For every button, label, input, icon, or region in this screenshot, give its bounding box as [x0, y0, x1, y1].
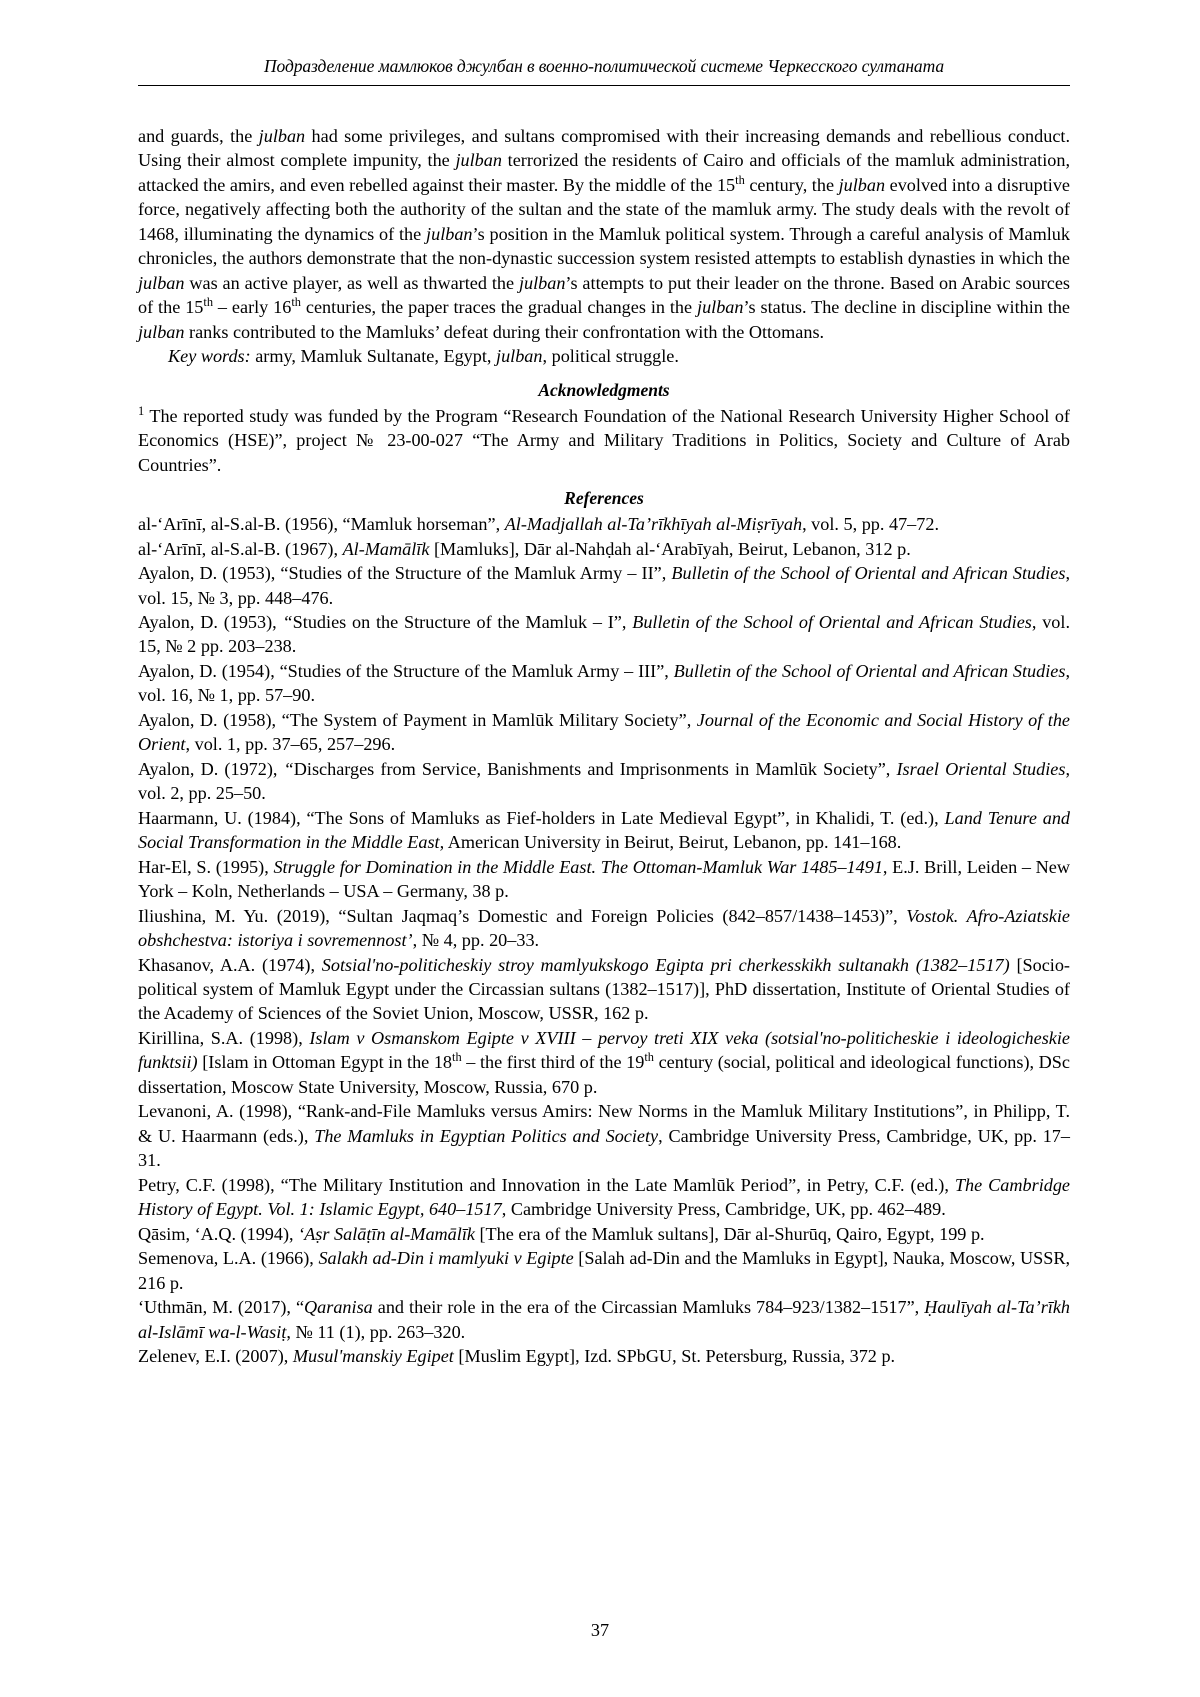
reference-item: Haarmann, U. (1984), “The Sons of Mamluks as Fief-holders in Late Medieval Egypt”, in Khalidi, T. (ed.), Land Tenure and Social Transformation in the Middle East, American University in Beirut, Beirut, Lebanon, pp. 141–168.: [138, 807, 1071, 853]
reference-item: Zelenev, E.I. (2007), Musul'manskiy Egipet [Muslim Egypt], Izd. SPbGU, St. Petersburg, Russia, 372 p.: [138, 1346, 896, 1367]
references-heading: References: [564, 488, 644, 509]
reference-item: Qāsim, ‘A.Q. (1994), ‘Aṣr Salāṭīn al-Mamālīk [The era of the Mamluk sultans], Dār al-Shurūq, Qairo, Egypt, 199 p.: [138, 1223, 985, 1244]
reference-item: Khasanov, A.A. (1974), Sotsial'no-politicheskiy stroy mamlyukskogo Egipta pri cherkesskikh sultanakh (1382–1517) [Socio-political system of Mamluk Egypt under the Circassian sultans (1382–1517)], PhD dissertation, Institute of Oriental Studies of the Academy of Sciences of the Soviet Union, Moscow, USSR, 162 p.: [138, 954, 1070, 1024]
reference-item: ‘Uthmān, M. (2017), “Qaranisa and their role in the era of the Circassian Mamluks 784–923/1382–1517”, Ḥaulīyah al-Ta’rīkh al-Islāmī wa-l-Wasiṭ, № 11 (1), pp. 263–320.: [138, 1297, 1070, 1342]
running-head: Подразделение мамлюков джулбан в военно-политической системе Черкесского султаната: [138, 56, 1070, 86]
abstract-section: [138, 124, 1070, 369]
reference-item: Har-El, S. (1995), Struggle for Domination in the Middle East. The Ottoman-Mamluk War 1485–1491, E.J. Brill, Leiden – New York – Koln, Netherlands – USA – Germany, 38 p.: [138, 856, 1071, 902]
reference-item: Levanoni, A. (1998), “Rank-and-File Mamluks versus Amirs: New Norms in the Mamluk Military Institutions”, in Philipp, T. & U. Haarmann (eds.), The Mamluks in Egyptian Politics and Society, Cambridge University Press, Cambridge, UK, pp. 17–31.: [138, 1101, 1070, 1171]
reference-item: Ayalon, D. (1972), “Discharges from Service, Banishments and Imprisonments in Mamlūk Society”, Israel Oriental Studies, vol. 2, pp. 25–50.: [138, 758, 1070, 804]
page-number: 37: [590, 1620, 610, 1640]
acknowledgments-text: $^1$ The reported study was funded by the Program “Research Foundation of the National Research University Higher School of Economics (HSE)”, project № 23-00-027 “The Army and Military Traditions in Politics, Society and Culture of Arab Countries”.: [138, 403, 1070, 475]
reference-item: Iliushina, M. Yu. (2019), “Sultan Jaqmaq’s Domestic and Foreign Policies (842–857/1438–1453)”, Vostok. Afro-Aziatskie obshchestva: istoriya i sovremennost’, № 4, pp. 20–33.: [138, 905, 1070, 951]
reference-item: Semenova, L.A. (1966), Salakh ad-Din i mamlyuki v Egipte [Salah ad-Din and the Mamluks in Egypt], Nauka, Moscow, USSR, 216 p.: [138, 1248, 1070, 1293]
reference-item: Ayalon, D. (1958), “The System of Payment in Mamlūk Military Society”, Journal of the Economic and Social History of the Orient, vol. 1, pp. 37–65, 257–296.: [138, 709, 1070, 755]
abstract-paragraph: and guards, the julban had some privileges, and sultans compromised with their increasing demands and rebellious conduct. Using their almost complete impunity, the julban terrorized the residents of Cairo and officials of the mamluk administration, attacked the amirs, and even rebelled against their master. By the middle of the 15th century, the julban evolved into a disruptive force, negatively affecting both the authority of the sultan and the state of the mamluk army. The study deals with the revolt of 1468, illuminating the dynamics of the julban’s position in the Mamluk political system. Through a careful analysis of Mamluk chronicles, the authors demonstrate that the non-dynastic succession system resisted attempts to establish dynasties in which the julban was an active player, as well as thwarted the julban’s attempts to put their leader on the throne. Based on Arabic sources of the 15th – early 16th centuries, the paper traces the gradual changes in the julban’s status. The decline in discipline within the julban ranks contributed to the Mamluks’ defeat during their confrontation with the Ottomans.: [138, 126, 1071, 342]
reference-item: Ayalon, D. (1953), “Studies of the Structure of the Mamluk Army – II”, Bulletin of the School of Oriental and African Studies, vol. 15, № 3, pp. 448–476.: [138, 563, 1070, 608]
reference-item: Petry, C.F. (1998), “The Military Institution and Innovation in the Late Mamlūk Period”, in Petry, C.F. (ed.), The Cambridge History of Egypt. Vol. 1: Islamic Egypt, 640–1517, Cambridge University Press, Cambridge, UK, pp. 462–489.: [138, 1174, 1071, 1220]
reference-item: Ayalon, D. (1954), “Studies of the Structure of the Mamluk Army – III”, Bulletin of the School of Oriental and African Studies, vol. 16, № 1, pp. 57–90.: [138, 660, 1070, 706]
reference-item: al-‘Arīnī, al-S.al-B. (1967), Al-Mamālīk [Mamluks], Dār al-Nahḍah al-‘Arabīyah, Beirut, Lebanon, 312 p.: [138, 538, 911, 559]
reference-item: al-‘Arīnī, al-S.al-B. (1956), “Mamluk horseman”, Al-Madjallah al-Ta’rīkhīyah al-Miṣrīyah, vol. 5, pp. 47–72.: [138, 514, 939, 535]
acknowledgments-heading: Acknowledgments: [538, 379, 670, 400]
reference-item: Ayalon, D. (1953), “Studies on the Structure of the Mamluk – I”, Bulletin of the School of Oriental and African Studies, vol. 15, № 2 pp. 203–238.: [138, 611, 1070, 657]
reference-item: Kirillina, S.A. (1998), Islam v Osmanskom Egipte v XVIII – pervoy treti XIX veka (sotsial'no-politicheskie i ideologicheskie funktsii) [Islam in Ottoman Egypt in the 18th – the first third of the 19th century (social, political and ideological functions), DSc dissertation, Moscow State University, Moscow, Russia, 670 p.: [138, 1027, 1070, 1097]
keywords-line: Key words: army, Mamluk Sultanate, Egypt, julban, political struggle.: [168, 346, 679, 367]
references-list: [138, 512, 1070, 1368]
